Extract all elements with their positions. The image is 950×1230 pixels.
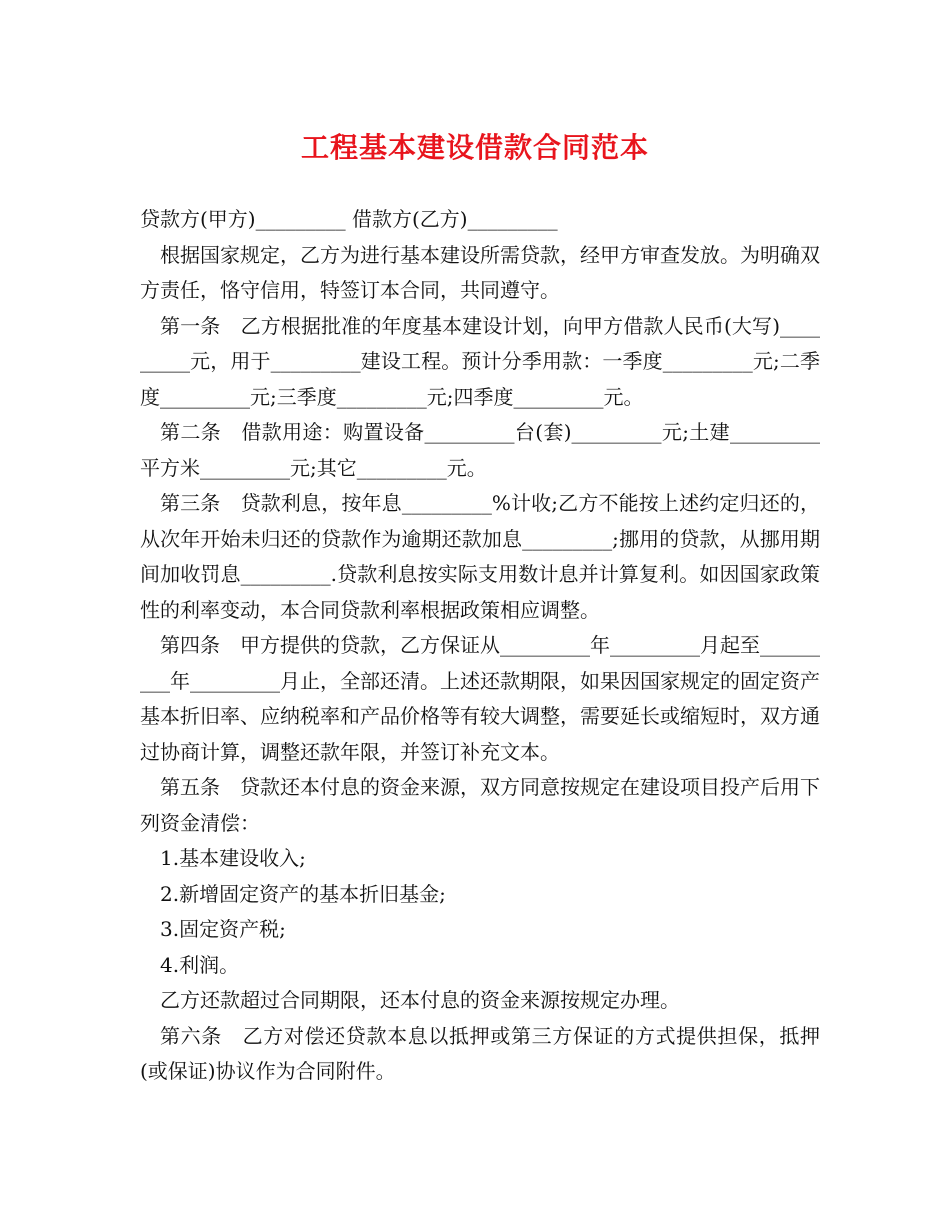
- preamble-paragraph: 根据国家规定，乙方为进行基本建设所需贷款，经甲方审查发放。为明确双方责任，恪守信用，特签订本合同，共同遵守。: [140, 242, 820, 302]
- overdue-repayment-paragraph: 乙方还款超过合同期限，还本付息的资金来源按规定办理。: [160, 988, 680, 1012]
- parties-line: 贷款方(甲方)_________ 借款方(乙方)_________: [140, 207, 558, 231]
- article-1: 第一条 乙方根据批准的年度基本建设计划，向甲方借款人民币(大写)_________元，用于_________建设工程。预计分季用款：一季度_________元;二季度_________元;三季度_________元;四季度_________元。: [140, 313, 820, 409]
- list-item: 1.基本建设收入;: [160, 846, 306, 870]
- document-body: [140, 202, 820, 1090]
- article-3: 第三条 贷款利息，按年息_________%计收;乙方不能按上述约定归还的，从次年开始未归还的贷款作为逾期还款加息_________;挪用的贷款，从挪用期间加收罚息_________.贷款利息按实际支用数计息并计算复利。如因国家政策性的利率变动，本合同贷款利率根据政策相应调整。: [140, 491, 820, 622]
- list-item: 4.利润。: [160, 952, 240, 977]
- article-6: 第六条 乙方对偿还贷款本息以抵押或第三方保证的方式提供担保，抵押(或保证)协议作为合同附件。: [140, 1023, 820, 1083]
- article-4: 第四条 甲方提供的贷款，乙方保证从_________年_________月起至_________年_________月止，全部还清。上述还款期限，如果因国家规定的固定资产基本折旧率、应纳税率和产品价格等有较大调整，需要延长或缩短时，双方通过协商计算，调整还款年限，并签订补充文本。: [140, 633, 820, 764]
- list-item: 2.新增固定资产的基本折旧基金;: [160, 881, 446, 906]
- document-title: 工程基本建设借款合同范本: [300, 131, 649, 164]
- article-2: 第二条 借款用途：购置设备_________台(套)_________元;土建_________平方米_________元;其它_________元。: [140, 420, 820, 480]
- article-5: 第五条 贷款还本付息的资金来源，双方同意按规定在建设项目投产后用下列资金清偿：: [140, 775, 820, 835]
- list-item: 3.固定资产税;: [160, 917, 286, 941]
